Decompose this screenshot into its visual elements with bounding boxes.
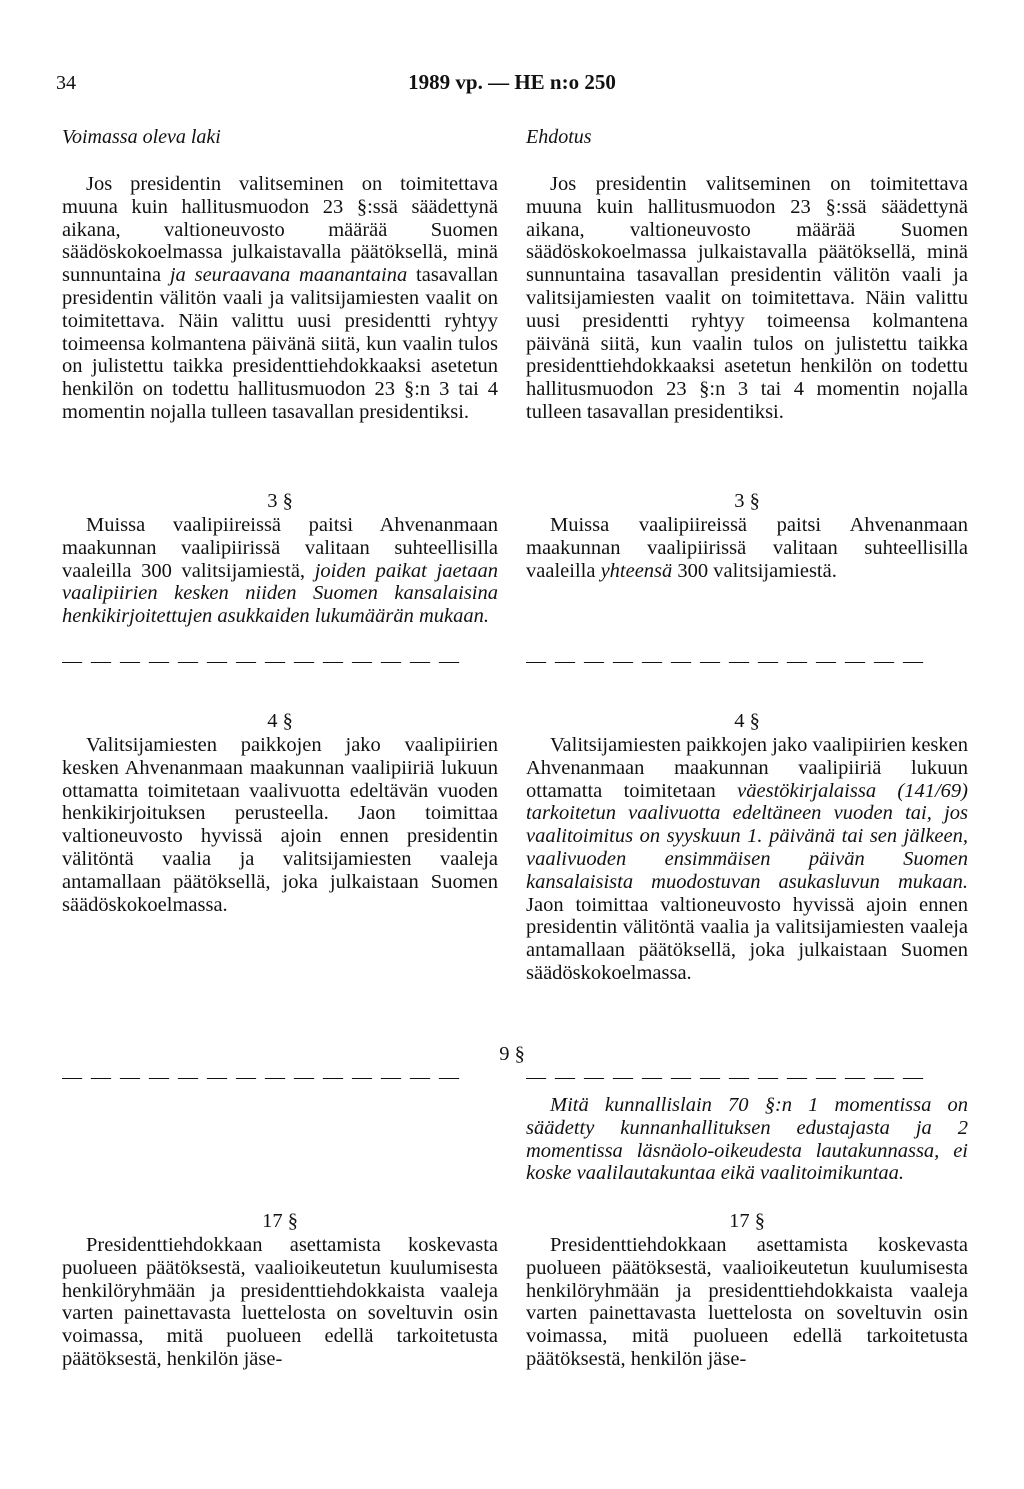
right-intro-paragraph (526, 173, 968, 424)
right-intro-text: Jos presidentin valitseminen on toimitettava muuna kuin hallitusmuodon 23 §:ssä säädettynä aikana, valtioneuvosto määrää Suomen säädöskokoelmassa julkaistavalla päätöksellä, minä sunnuntaina tasavallan presidentin välitön vaali ja valitsijamiesten vaalit on toimitettava. Näin valittu uusi presidentti ryhtyy toimeensa kolmantena päivänä siitä, kun vaalin tulos on julistettu taikka presidenttiehdokkaaksi asetetun henkilön on todettu hallitusmuodon 23 §:n 3 tai 4 momentin nojalla tulleen tasavallan presidentiksi. (526, 173, 968, 423)
left-section-17-heading: 17 § (262, 1210, 298, 1232)
right-s4-emphasis: väestökirjalaissa (141/69) tarkoitetun vaalivuotta edeltäneen vuoden tai, jos vaalitoimitus on syyskuun 1. päivänä tai sen jälkeen, vaalivuoden ensimmäisen päivän Suomen kansalaisista muodostuvan asukasluvun mukaan. (526, 779, 968, 893)
right-section-4-paragraph (526, 734, 968, 985)
left-s3-text: Muissa vaalipiireissä paitsi Ahvenanmaan maakunnan vaalipiirissä valitaan suhteellisilla vaaleilla 300 valitsijamiestä, (62, 514, 498, 582)
right-section-3-heading: 3 § (734, 490, 760, 512)
right-column-heading: Ehdotus (526, 126, 592, 148)
left-section-17-paragraph (62, 1234, 498, 1371)
right-s4-text-b: Jaon toimittaa valtioneuvosto hyvissä ajoin ennen presidentin välitöntä vaalia ja valitsijamiesten vaaleja antamallaan päätöksellä, joka julkaistaan Suomen säädöskokoelmassa. (526, 893, 968, 984)
right-omission-dashes-1: — — — — — — — — — — — — — — (526, 650, 925, 672)
left-s4-text: Valitsijamiesten paikkojen jako vaalipiirien kesken Ahvenanmaan maakunnan vaalipiiriä lukuun ottamatta toimitetaan vaalivuotta edeltävän vuoden henkikirjoituksen perusteella. Jaon toimittaa valtioneuvosto hyvissä ajoin ennen presidentin välitöntä vaalia ja valitsijamiesten vaaleja antamallaan päätöksellä, joka julkaistaan Suomen säädöskokoelmassa. (62, 734, 498, 916)
left-column-heading: Voimassa oleva laki (62, 126, 221, 148)
right-s4-text-a: Valitsijamiesten paikkojen jako vaalipiirien kesken Ahvenanmaan maakunnan vaalipiiriä lukuun ottamatta toimitetaan (526, 734, 968, 802)
right-s3-text-a: Muissa vaalipiireissä paitsi Ahvenanmaan maakunnan vaalipiirissä valitaan suhteellisilla vaaleilla (526, 514, 968, 582)
right-section-9-paragraph (526, 1094, 968, 1185)
document-title: 1989 vp. — HE n:o 250 (408, 70, 616, 94)
left-intro-emphasis: ja seuraavana maanantaina (169, 264, 408, 287)
right-s3-text-b: 300 valitsijamiestä. (672, 559, 837, 582)
page-number: 34 (56, 72, 76, 94)
left-omission-dashes-2: — — — — — — — — — — — — — — (62, 1066, 461, 1088)
left-section-3-paragraph (62, 514, 498, 628)
right-s3-emphasis: yhteensä (600, 559, 673, 582)
left-intro-text-a: Jos presidentin valitseminen on toimitettava muuna kuin hallitusmuodon 23 §:ssä säädettynä aikana, valtioneuvosto määrää Suomen säädöskokoelmassa julkaistavalla päätöksellä, minä sunnuntaina (62, 173, 498, 287)
left-section-4-heading: 4 § (267, 710, 293, 732)
left-intro-paragraph (62, 173, 498, 424)
left-intro-text-b: tasavallan presidentin välitön vaali ja valitsijamiesten vaalit on toimitettava. Näin valittu uusi presidentti ryhtyy toimeensa kolmantena päivänä siitä, kun vaalin tulos on julistettu taikka presidenttiehdokkaaksi asetetun henkilön on todettu hallitusmuodon 23 §:n 3 tai 4 momentin nojalla tulleen tasavallan presidentiksi. (62, 264, 498, 423)
right-section-3-paragraph (526, 514, 968, 582)
left-s17-text: Presidenttiehdokkaan asettamista koskevasta puolueen päätöksestä, vaalioikeutetun kuulumisesta henkilöryhmään ja presidenttiehdokkaista vaaleja varten painettavasta luettelosta on soveltuvin osin voimassa, mitä puolueen edellä tarkoitetusta päätöksestä, henkilön jäse- (62, 1234, 498, 1370)
right-s17-text: Presidenttiehdokkaan asettamista koskevasta puolueen päätöksestä, vaalioikeutetun kuulumisesta henkilöryhmään ja presidenttiehdokkaista vaaleja varten painettavasta luettelosta on soveltuvin osin voimassa, mitä puolueen edellä tarkoitetusta päätöksestä, henkilön jäse- (526, 1234, 968, 1370)
left-section-3-heading: 3 § (267, 490, 293, 512)
right-omission-dashes-2: — — — — — — — — — — — — — — (526, 1066, 925, 1088)
left-s3-emphasis: joiden paikat jaetaan vaalipiirien kesken niiden Suomen kansalaisina henkikirjoitettujen asukkaiden lukumäärän mukaan. (62, 559, 498, 628)
left-omission-dashes-1: — — — — — — — — — — — — — — (62, 650, 461, 672)
right-section-17-heading: 17 § (729, 1210, 765, 1232)
section-9-heading: 9 § (499, 1043, 525, 1065)
left-section-4-paragraph (62, 734, 498, 916)
right-section-4-heading: 4 § (734, 710, 760, 732)
right-s9-text: Mitä kunnallislain 70 §:n 1 momentissa on säädetty kunnanhallituksen edustajasta ja 2 momentissa läsnäolo-oikeudesta lautakunnassa, ei koske vaalilautakuntaa eikä vaalitoimikuntaa. (526, 1094, 968, 1185)
right-section-17-paragraph (526, 1234, 968, 1371)
